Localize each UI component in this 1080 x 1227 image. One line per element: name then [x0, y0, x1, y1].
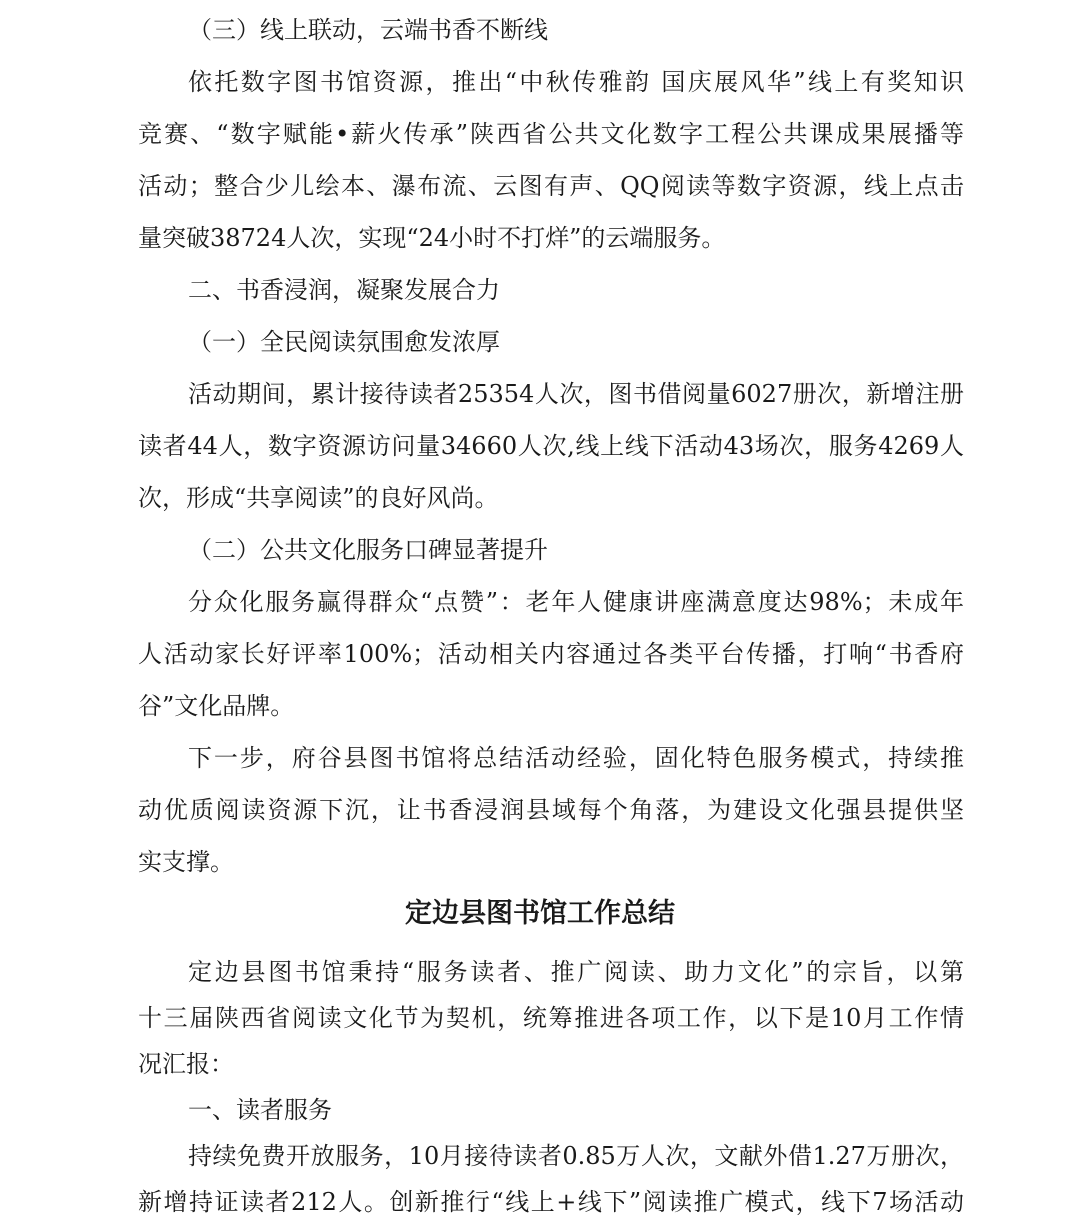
paragraph-line: 十三届陕西省阅读文化节为契机，统筹推进各项工作，以下是10月工作情	[138, 1004, 964, 1032]
section-heading-reader-service: 一、读者服务	[188, 1096, 332, 1124]
paragraph-line: 况汇报：	[138, 1050, 234, 1078]
paragraph-line: 实支撑。	[138, 848, 234, 876]
paragraph-line: 量突破38724人次，实现“24小时不打烊”的云端服务。	[138, 224, 726, 252]
section-heading-2: 二、书香浸润，凝聚发展合力	[188, 276, 500, 304]
paragraph-line: 依托数字图书馆资源，推出“中秋传雅韵 国庆展风华”线上有奖知识	[188, 68, 964, 96]
paragraph-line: 定边县图书馆秉持“服务读者、推广阅读、助力文化”的宗旨，以第	[188, 958, 964, 986]
subheading-public-service: （二）公共文化服务口碑显著提升	[188, 536, 548, 564]
subheading-online-linkage: （三）线上联动，云端书香不断线	[188, 16, 548, 44]
paragraph-line: 竞赛、“数字赋能•薪火传承”陕西省公共文化数字工程公共课成果展播等	[138, 120, 964, 148]
subheading-reading-atmosphere: （一）全民阅读氛围愈发浓厚	[188, 328, 500, 356]
paragraph-line: 持续免费开放服务，10月接待读者0.85万人次，文献外借1.27万册次，	[188, 1142, 964, 1170]
paragraph-line: 次，形成“共享阅读”的良好风尚。	[138, 484, 499, 512]
paragraph-line: 下一步，府谷县图书馆将总结活动经验，固化特色服务模式，持续推	[188, 744, 964, 772]
paragraph-line: 活动；整合少儿绘本、瀑布流、云图有声、QQ阅读等数字资源，线上点击	[138, 172, 964, 200]
paragraph-line: 读者44人，数字资源访问量34660人次,线上线下活动43场次，服务4269人	[138, 432, 964, 460]
paragraph-line: 谷”文化品牌。	[138, 692, 295, 720]
paragraph-line: 分众化服务赢得群众“点赞”：老年人健康讲座满意度达98%；未成年	[188, 588, 964, 616]
paragraph-line: 人活动家长好评率100%；活动相关内容通过各类平台传播，打响“书香府	[138, 640, 964, 668]
paragraph-line: 活动期间，累计接待读者25354人次，图书借阅量6027册次，新增注册	[188, 380, 964, 408]
report-title: 定边县图书馆工作总结	[405, 898, 675, 929]
paragraph-line: 新增持证读者212人。创新推行“线上+线下”阅读推广模式，线下7场活动	[138, 1188, 964, 1216]
paragraph-line: 动优质阅读资源下沉，让书香浸润县域每个角落，为建设文化强县提供坚	[138, 796, 964, 824]
